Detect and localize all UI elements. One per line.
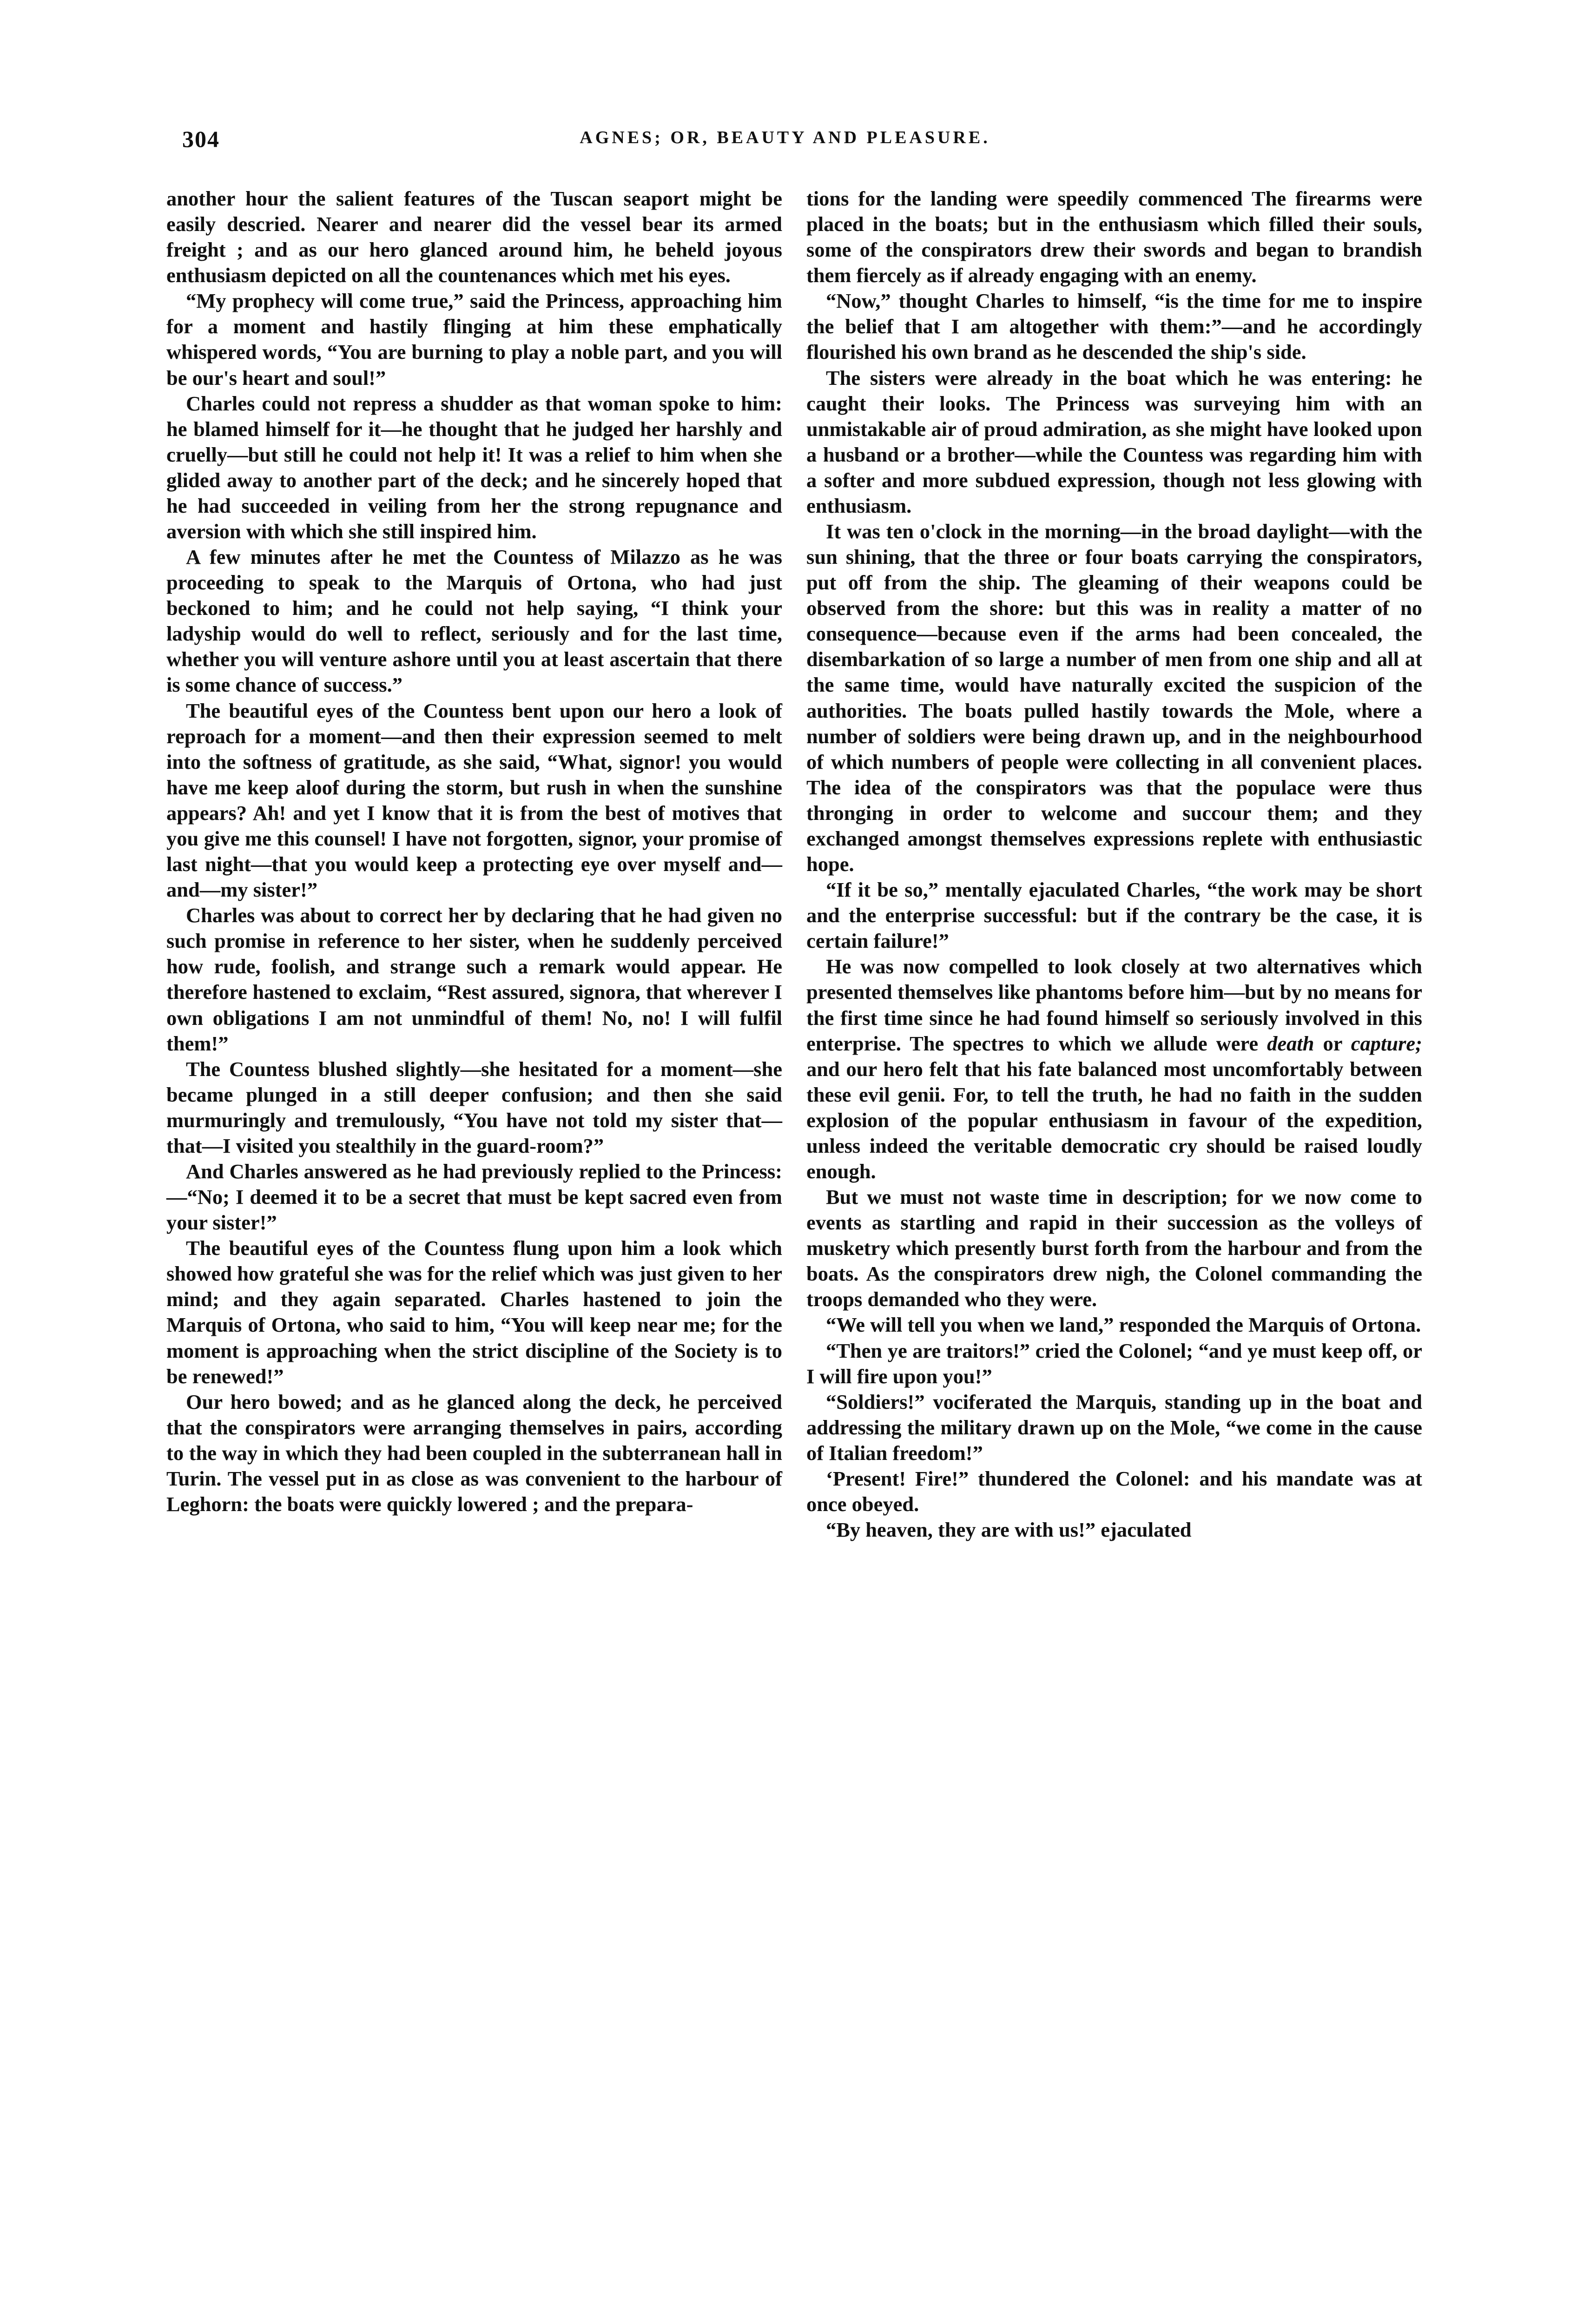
paragraph (806, 1184, 1422, 1312)
paragraph: The Countess blushed slightly—she hesitated for a moment—she became plunged in a still deeper confusion; and then she said murmuringly and tremulously, “You have not told my sister that—that—I visited you stealthily in the guard-room?” (166, 1057, 782, 1157)
paragraph-text: ‘Present! Fire!” thundered the Colonel: and his mandate was at once obeyed. (806, 1466, 1422, 1516)
paragraph (806, 186, 1422, 288)
paragraph-text: “Soldiers!” vociferated the Marquis, standing up in the boat and addressing the military drawn up on the Mole, “we come in the cause of Italian freedom!” (806, 1390, 1422, 1465)
right-text-column (806, 186, 1422, 1543)
paragraph: The beautiful eyes of the Countess flung upon him a look which showed how grateful she was for the relief which was just given to her mind; and they again separated. Charles hastened to join the Marquis of Ortona, who said to him, “You will keep near me; for the moment is approaching when the strict discipline of the Society is to be renewed!” (166, 1236, 782, 1388)
paragraph: another hour the salient features of the Tuscan seaport might be easily descried. Nearer and nearer did the vessel bear its armed freight ; and as our hero glanced around him, he beheld joyous enthusiasm depicted on all the countenances which met his eyes. (166, 187, 782, 287)
paragraph: “My prophecy will come true,” said the Princess, approaching him for a moment and hastily flinging at him these emphatically whispered words, “You are burning to play a noble part, and you will be our's heart and soul!” (166, 289, 782, 390)
paragraph-text: It was ten o'clock in the morning—in the broad daylight—with the sun shining, that the three or four boats carrying the conspirators, put off from the ship. The gleaming of their weapons could be observed from the shore: but this was in reality a matter of no consequence—because even if the arms had been concealed, the disembarkation of so large a number of men from one ship and all at the same time, would have naturally excited the suspicion of the authorities. The boats pulled hastily towards the Mole, where a number of soldiers were being drawn up, and in the neighbourhood of which numbers of people were collecting in all convenient places. The idea of the conspirators was that the populace were thus thronging in order to welcome and succour them; and they exchanged amongst themselves expressions replete with enthusiastic hope. (806, 520, 1422, 876)
page-number: 304 (182, 126, 220, 152)
paragraph (806, 365, 1422, 519)
paragraph-text: “We will tell you when we land,” responded the Marquis of Ortona. (826, 1313, 1421, 1337)
paragraph-text: “Then ye are traitors!” cried the Colonel; “and ye must keep off, or I will fire upon you!” (806, 1339, 1422, 1388)
left-text-column (166, 186, 782, 1517)
paragraph (806, 1517, 1422, 1543)
paragraph (806, 877, 1422, 954)
paragraph (806, 1389, 1422, 1466)
paragraph-text: tions for the landing were speedily commenced The firearms were placed in the boats; but in the enthusiasm which filled their souls, some of the conspirators drew their swords and began to brandish them fiercely as if already engaging with an enemy. (806, 187, 1422, 287)
paragraph-text: But we must not waste time in description; for we now come to events as startling and rapid in their succession as the volleys of musketry which presently burst forth from the harbour and from the boats. As the conspirators drew nigh, the Colonel commanding the troops demanded who they were. (806, 1185, 1422, 1311)
paragraph: Charles could not repress a shudder as that woman spoke to him: he blamed himself for it—he thought that he judged her harshly and cruelly—but still he could not help it! It was a relief to him when she glided away to another part of the deck; and he sincerely hoped that he had succeeded in veiling from her the strong repugnance and aversion with which she still inspired him. (166, 391, 782, 543)
paragraph-text: “If it be so,” mentally ejaculated Charles, “the work may be short and the enterprise successful: but if the contrary be the case, it is certain failure!” (806, 878, 1422, 953)
paragraph (806, 519, 1422, 877)
paragraph-text: and our hero felt that his fate balanced most uncomfortably between these evil genii. For, to tell the truth, he had no faith in the sudden explosion of the popular enthusiasm in favour of the expedition, unless indeed the veritable democratic cry should be raised loudly enough. (806, 1057, 1422, 1183)
paragraph: Charles was about to correct her by declaring that he had given no such promise in reference to her sister, when he suddenly perceived how rude, foolish, and strange such a remark would appear. He therefore hastened to exclaim, “Rest assured, signora, that wherever I own obligations I am not unmindful of them! No, no! I will fulfil them!” (166, 904, 782, 1055)
paragraph: And Charles answered as he had previously replied to the Princess:—“No; I deemed it to be a secret that must be kept sacred even from your sister!” (166, 1159, 782, 1235)
running-title: AGNES; OR, BEAUTY AND PLEASURE. (580, 128, 990, 147)
paragraph-text: The sisters were already in the boat which he was entering: he caught their looks. The Princess was surveying him with an unmistakable air of proud admiration, as she might have looked upon a husband or a brother—while the Countess was regarding him with a softer and more subdued expression, though not less glowing with enthusiasm. (806, 366, 1422, 517)
paragraph (806, 1338, 1422, 1389)
paragraph (806, 1312, 1422, 1338)
emphasis-text: capture; (1351, 1031, 1422, 1055)
paragraph: Our hero bowed; and as he glanced along the deck, he perceived that the conspirators were arranging themselves in pairs, according to the way in which they had been coupled in the subterranean hall in Turin. The vessel put in as close as was convenient to the harbour of Leghorn: the boats were quickly lowered ; and the prepara- (166, 1390, 782, 1516)
paragraph-text: He was now compelled to look closely at two alternatives which presented themselves like phantoms before him—but by no means for the first time since he had found himself so seriously involved in this enterprise. The spectres to which we allude were (806, 955, 1422, 1055)
paragraph (806, 1466, 1422, 1517)
paragraph-text: “By heaven, they are with us!” ejaculated (826, 1518, 1192, 1542)
paragraph-text: “Now,” thought Charles to himself, “is the time for me to inspire the belief that I am altogether with them:”—and he accordingly flourished his own brand as he descended the ship's side. (806, 289, 1422, 364)
emphasis-text: death (1267, 1031, 1314, 1055)
paragraph: The beautiful eyes of the Countess bent upon our hero a look of reproach for a moment—and then their expression seemed to melt into the softness of gratitude, as she said, “What, signor! you would have me keep aloof during the storm, but rush in when the sunshine appears? Ah! and yet I know that it is from the best of motives that you give me this counsel! I have not forgotten, signor, your promise of last night—that you would keep a protecting eye over myself and—and—my sister!” (166, 699, 782, 902)
paragraph (806, 954, 1422, 1184)
paragraph-text: or (1314, 1031, 1351, 1055)
paragraph: A few minutes after he met the Countess of Milazzo as he was proceeding to speak to the Marquis of Ortona, who had just beckoned to him; and he could not help saying, “I think your ladyship would do well to reflect, seriously and for the last time, whether you will venture ashore until you at least ascertain that there is some chance of success.” (166, 545, 782, 697)
paragraph (806, 288, 1422, 365)
